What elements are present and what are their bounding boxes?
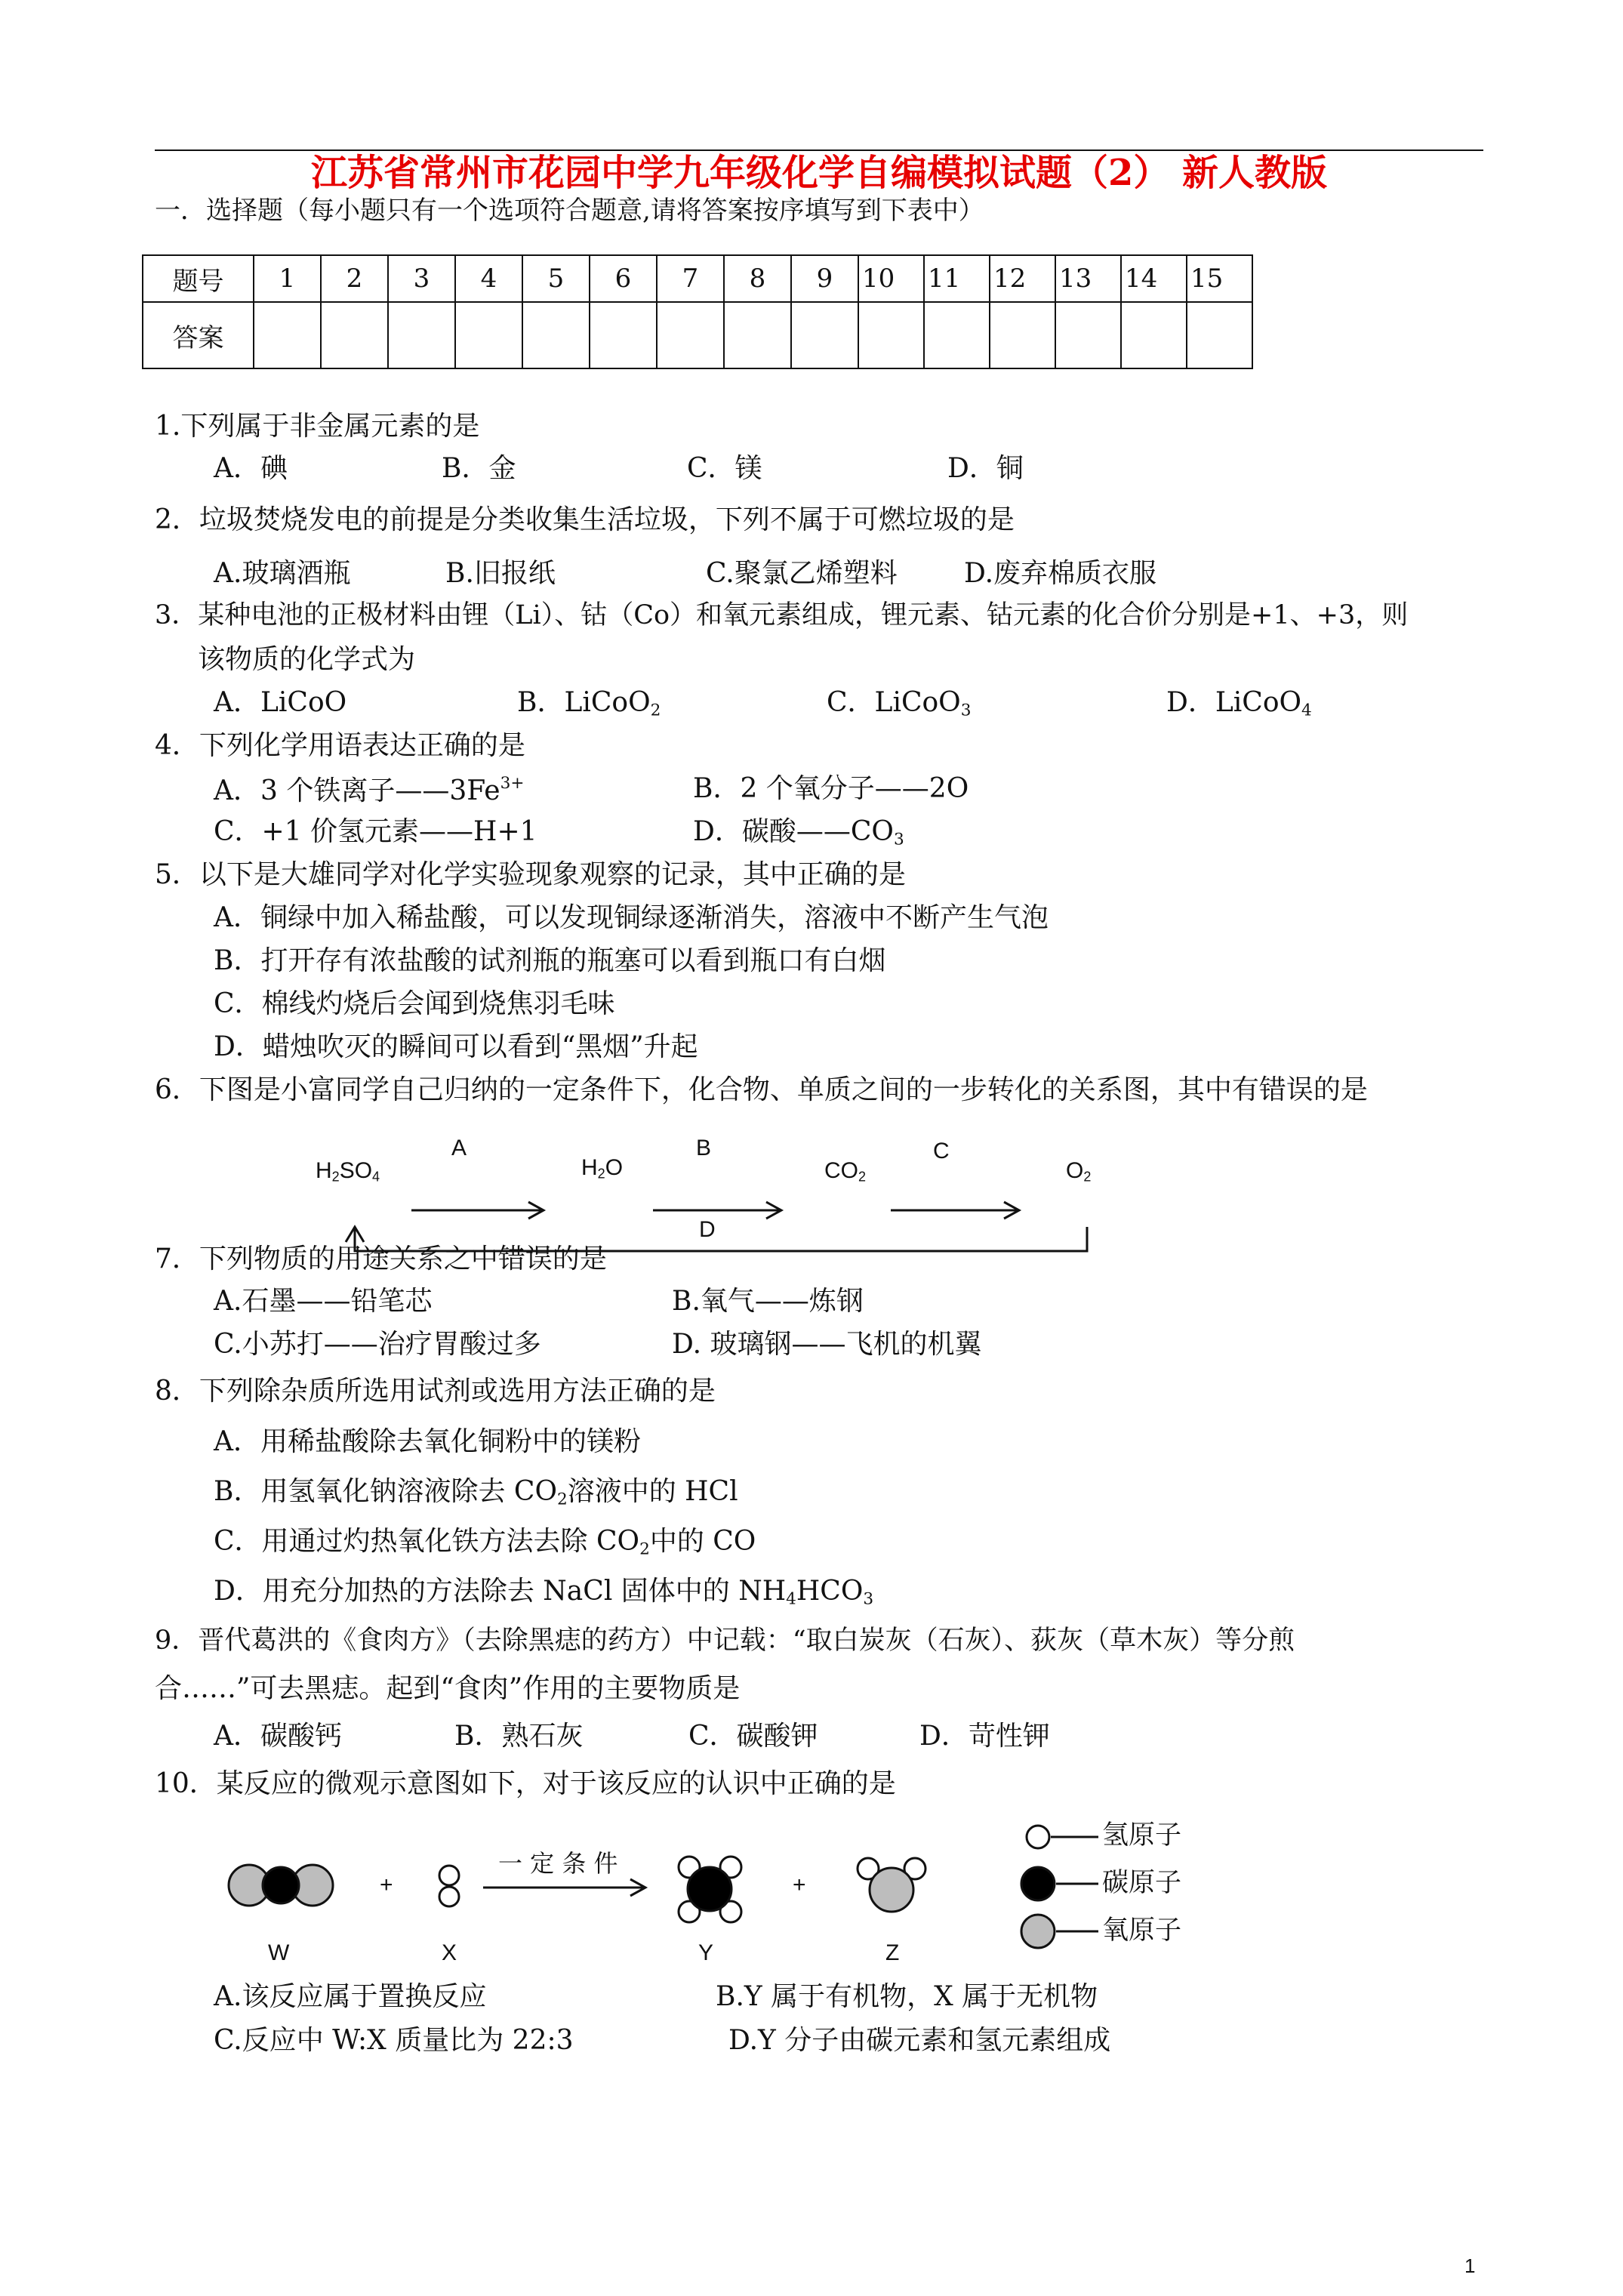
q4-stem: 4．下列化学用语表达正确的是 — [155, 730, 525, 761]
plus-sign-right: + — [793, 1872, 806, 1897]
answer-cell[interactable] — [590, 302, 657, 368]
q8-option-d: D．用充分加热的方法除去 NaCl 固体中的 $NH_4HCO_3$ — [214, 1576, 874, 1609]
q7-option-c: C.小苏打——治疗胃酸过多 — [214, 1329, 541, 1360]
answer-cell[interactable] — [990, 302, 1055, 368]
q5-option-a: A．铜绿中加入稀盐酸，可以发现铜绿逐渐消失，溶液中不断产生气泡 — [214, 902, 1049, 933]
formula-h2o: $H_2O$ — [581, 1155, 624, 1182]
q9-option-c: C．碳酸钾 — [688, 1721, 818, 1752]
table-number-cell: 3 — [388, 255, 455, 302]
q5-option-b: B．打开存有浓盐酸的试剂瓶的瓶塞可以看到瓶口有白烟 — [214, 945, 886, 976]
legend-hydrogen-symbol — [1027, 1826, 1049, 1848]
answer-cell[interactable] — [1121, 302, 1187, 368]
q4-option-d: D．碳酸$——CO_3$ — [693, 816, 904, 849]
arrow-label-d: D — [699, 1217, 716, 1242]
reaction-condition-label: 一 定 条 件 — [498, 1849, 618, 1878]
y-carbon-atom — [688, 1867, 731, 1911]
label-z: Z — [885, 1940, 900, 1965]
q7-stem: 7．下列物质的用途关系之中错误的是 — [155, 1244, 607, 1274]
arrow-label-a: A — [451, 1136, 467, 1160]
q9-option-b: B．熟石灰 — [454, 1721, 584, 1752]
q2-option-c: C.聚氯乙烯塑料 — [706, 558, 898, 589]
q7-option-d: D. 玻璃钢——飞机的机翼 — [672, 1329, 982, 1360]
q7-option-b: B.氧气——炼钢 — [672, 1286, 864, 1317]
conversion-diagram — [302, 1133, 1132, 1261]
table-number-cell: 9 — [791, 255, 858, 302]
table-number-cell: 1 — [254, 255, 321, 302]
q1-option-a: A．碘 — [214, 453, 288, 484]
answer-cell[interactable] — [924, 302, 990, 368]
w-carbon-atom — [263, 1867, 299, 1903]
q3-stem-line2: 该物质的化学式为 — [198, 644, 416, 675]
arrow-label-c: C — [933, 1139, 950, 1163]
q2-option-a: A.玻璃酒瓶 — [214, 558, 351, 589]
q4-option-c: C．+1 价氢元素——H+1 — [214, 816, 537, 847]
q8-option-b: B．用氢氧化钠溶液除去 $CO_2$溶液中的 HCl — [214, 1476, 738, 1509]
q3-option-a: A．LiCoO — [214, 687, 347, 718]
q6-stem: 6．下图是小富同学自己归纳的一定条件下，化合物、单质之间的一步转化的关系图，其中有错误的是 — [155, 1074, 1368, 1105]
table-header-number: 题号 — [143, 255, 254, 302]
label-x: X — [442, 1940, 457, 1965]
answer-cell[interactable] — [791, 302, 858, 368]
table-number-cell: 4 — [455, 255, 522, 302]
table-number-cell: 15 — [1187, 255, 1252, 302]
page-number: 1 — [1464, 2254, 1476, 2277]
legend-oxygen-symbol — [1021, 1915, 1055, 1948]
page-title: 江苏省常州市花园中学九年级化学自编模拟试题（2） 新人教版 — [310, 152, 1328, 194]
q2-option-d: D.废弃棉质衣服 — [964, 558, 1157, 589]
plus-sign-left: + — [380, 1872, 393, 1897]
table-number-cell: 2 — [321, 255, 388, 302]
table-number-cell: 6 — [590, 255, 657, 302]
table-number-cell: 5 — [522, 255, 590, 302]
q8-option-a: A．用稀盐酸除去氧化铜粉中的镁粉 — [214, 1426, 641, 1457]
legend-hydrogen-label: 氢原子 — [1102, 1820, 1182, 1851]
answer-table-number-row — [143, 255, 1252, 302]
answer-cell[interactable] — [388, 302, 455, 368]
formula-o2: $O_2$ — [1066, 1158, 1092, 1185]
q3-option-d: D．LiCoO$_4$ — [1166, 687, 1312, 720]
answer-cell[interactable] — [1055, 302, 1121, 368]
formula-co2: $CO_2$ — [824, 1158, 867, 1185]
answer-cell[interactable] — [522, 302, 590, 368]
q5-option-c: C．棉线灼烧后会闻到烧焦羽毛味 — [214, 988, 615, 1019]
answer-table-answer-row — [143, 302, 1252, 368]
q10-option-c: C.反应中 W:X 质量比为 22:3 — [214, 2025, 574, 2056]
q1-option-b: B．金 — [442, 453, 516, 484]
q2-stem: 2．垃圾焚烧发电的前提是分类收集生活垃圾，下列不属于可燃垃圾的是 — [155, 504, 1015, 535]
q3-option-b: B．LiCoO$_2$ — [517, 687, 661, 720]
legend-oxygen-label: 氧原子 — [1102, 1915, 1182, 1946]
table-number-cell: 14 — [1121, 255, 1187, 302]
q9-option-d: D．苛性钾 — [919, 1721, 1050, 1752]
q2-option-b: B.旧报纸 — [445, 558, 556, 589]
q1-option-d: D．铜 — [947, 453, 1024, 484]
q8-option-c: C．用通过灼热氧化铁方法去除 $CO_2$中的 CO — [214, 1526, 756, 1559]
table-number-cell: 8 — [724, 255, 791, 302]
formula-h2so4: $H_2SO_4$ — [316, 1158, 380, 1185]
legend-carbon-label: 碳原子 — [1102, 1868, 1182, 1898]
q10-option-b: B.Y 属于有机物，X 属于无机物 — [716, 1981, 1098, 2012]
q10-option-a: A.该反应属于置换反应 — [214, 1981, 487, 2012]
q1-stem: 1.下列属于非金属元素的是 — [155, 411, 480, 442]
q3-stem-line1: 3．某种电池的正极材料由锂（Li）、钴（Co）和氧元素组成，锂元素、钴元素的化合价分别是+1、+3，则 — [155, 600, 1409, 630]
table-header-answer: 答案 — [143, 302, 254, 368]
table-number-cell: 7 — [657, 255, 724, 302]
q4-option-a: A．3 个铁离子$——3Fe^{3+}$ — [214, 774, 525, 807]
table-number-cell: 10 — [858, 255, 924, 302]
x-hydrogen-atom-bottom — [439, 1887, 459, 1906]
q3-option-c: C．LiCoO$_3$ — [827, 687, 972, 720]
label-y: Y — [698, 1940, 714, 1965]
section-heading: 一．选择题（每小题只有一个选项符合题意,请将答案按序填写到下表中） — [155, 196, 984, 226]
z-oxygen-atom — [870, 1868, 913, 1912]
table-number-cell: 11 — [924, 255, 990, 302]
q9-option-a: A．碳酸钙 — [214, 1721, 342, 1752]
answer-cell[interactable] — [455, 302, 522, 368]
q10-stem: 10．某反应的微观示意图如下，对于该反应的认识中正确的是 — [155, 1768, 896, 1799]
q1-option-c: C．镁 — [687, 453, 762, 484]
legend-carbon-symbol — [1021, 1867, 1055, 1900]
q4-option-b: B．2 个氧分子——2O — [693, 773, 969, 804]
table-number-cell: 12 — [990, 255, 1055, 302]
q10-option-d: D.Y 分子由碳元素和氢元素组成 — [728, 2025, 1111, 2056]
answer-cell[interactable] — [858, 302, 924, 368]
arrow-label-b: B — [696, 1136, 712, 1160]
q9-stem-line1: 9．晋代葛洪的《食肉方》（去除黑痣的药方）中记载：“取白炭灰（石灰）、荻灰（草木灰）等分煎 — [155, 1626, 1295, 1656]
answer-table — [142, 254, 1253, 369]
q9-stem-line2: 合……”可去黑痣。起到“食肉”作用的主要物质是 — [155, 1673, 741, 1704]
q5-option-d: D．蜡烛吹灭的瞬间可以看到“黑烟”升起 — [214, 1031, 698, 1062]
answer-cell[interactable] — [321, 302, 388, 368]
label-w: W — [268, 1940, 290, 1965]
answer-cell[interactable] — [1187, 302, 1252, 368]
x-hydrogen-atom-top — [439, 1866, 459, 1885]
q7-option-a: A.石墨——铅笔芯 — [214, 1286, 433, 1317]
q8-stem: 8．下列除杂质所选用试剂或选用方法正确的是 — [155, 1376, 716, 1407]
table-number-cell: 13 — [1055, 255, 1121, 302]
answer-cell[interactable] — [724, 302, 791, 368]
answer-cell[interactable] — [657, 302, 724, 368]
answer-cell[interactable] — [254, 302, 321, 368]
q5-stem: 5．以下是大雄同学对化学实验现象观察的记录，其中正确的是 — [155, 859, 906, 890]
